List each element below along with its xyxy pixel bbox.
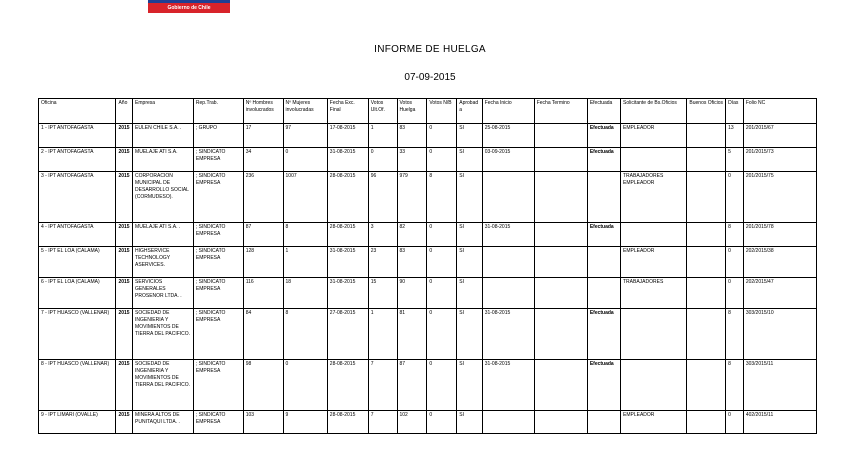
table-cell: ; SINDICATO EMPRESA	[193, 309, 243, 360]
col-votos-ult-of: Votos Ult.Of.	[368, 99, 397, 124]
table-cell: ; SINDICATO EMPRESA	[193, 360, 243, 411]
table-cell: ; SINDICATO EMPRESA	[193, 223, 243, 247]
table-cell	[534, 247, 587, 278]
table-cell: ; SINDICATO EMPRESA	[193, 278, 243, 309]
table-cell: Efectuada	[587, 223, 620, 247]
table-cell: 0	[427, 223, 457, 247]
table-cell: 3 - IPT ANTOFAGASTA	[39, 172, 116, 223]
table-row	[39, 360, 817, 411]
table-cell: 9	[283, 411, 327, 434]
table-cell: SI	[457, 247, 482, 278]
table-cell	[587, 247, 620, 278]
table-cell: 0	[726, 411, 744, 434]
table-cell: 8	[283, 223, 327, 247]
table-cell: 979	[397, 172, 427, 223]
table-cell	[687, 278, 726, 309]
table-cell: Efectuada	[587, 309, 620, 360]
table-cell	[687, 411, 726, 434]
table-cell: 2015	[116, 247, 133, 278]
table-cell: Efectuada	[587, 148, 620, 172]
table-cell: 1	[368, 124, 397, 148]
col-rep-trab: Rep.Trab.	[193, 99, 243, 124]
table-cell: 2015	[116, 309, 133, 360]
table-cell: 8	[427, 172, 457, 223]
table-cell: ; SINDICATO EMPRESA	[193, 172, 243, 223]
table-cell: 34	[243, 148, 283, 172]
table-cell: 2015	[116, 148, 133, 172]
table-cell: 82	[397, 223, 427, 247]
table-cell: 236	[243, 172, 283, 223]
table-cell	[587, 411, 620, 434]
table-cell: 201/2015/67	[743, 124, 816, 148]
table-cell: 2015	[116, 278, 133, 309]
table-cell	[621, 148, 687, 172]
table-cell: 0	[283, 148, 327, 172]
table-cell: SERVICIOS GENERALES PROSENOR LTDA. .	[133, 278, 194, 309]
table-cell	[534, 124, 587, 148]
table-cell: 8	[726, 360, 744, 411]
table-cell: 13	[726, 124, 744, 148]
table-cell: 23	[368, 247, 397, 278]
table-cell: 98	[243, 360, 283, 411]
table-cell: CORPORACION MUNICIPAL DE DESARROLLO SOCIAL (CORMUDESO).	[133, 172, 194, 223]
col-efectuada: Efectuada	[587, 99, 620, 124]
table-cell	[534, 411, 587, 434]
table-cell: 33	[397, 148, 427, 172]
table-cell: 2015	[116, 411, 133, 434]
table-cell: 402/2015/11	[743, 411, 816, 434]
table-cell: 2015	[116, 223, 133, 247]
report-title: INFORME DE HUELGA	[374, 44, 486, 55]
col-fecha-termino: Fecha Termino	[534, 99, 587, 124]
table-cell: 9 - IPT LIMARI (OVALLE)	[39, 411, 116, 434]
table-cell: 17-08-2015	[327, 124, 368, 148]
col-votos-huelga: Votos Huelga	[397, 99, 427, 124]
table-cell	[687, 148, 726, 172]
table-cell: 3	[368, 223, 397, 247]
table-cell	[687, 223, 726, 247]
col-votos-nb: Votos N/B	[427, 99, 457, 124]
table-cell: 202/2015/38	[743, 247, 816, 278]
table-cell: 84	[243, 309, 283, 360]
table-cell: EMPLEADOR	[621, 124, 687, 148]
table-cell: 0	[427, 411, 457, 434]
table-cell: 8	[726, 223, 744, 247]
table-cell: 31-08-2015	[482, 223, 534, 247]
table-cell: 17	[243, 124, 283, 148]
table-cell: 303/2015/11	[743, 360, 816, 411]
table-cell: 0	[368, 148, 397, 172]
table-cell: 303/2015/10	[743, 309, 816, 360]
table-cell: 0	[283, 360, 327, 411]
table-cell: 87	[243, 223, 283, 247]
table-cell: 1	[368, 309, 397, 360]
table-cell: 6 - IPT EL LOA (CALAMA)	[39, 278, 116, 309]
col-fecha-exc-final: Fecha Exc. Final	[327, 99, 368, 124]
table-cell	[687, 124, 726, 148]
table-cell: 201/2015/78	[743, 223, 816, 247]
table-cell	[621, 360, 687, 411]
table-cell: 7 - IPT HUASCO (VALLENAR)	[39, 309, 116, 360]
table-row	[39, 247, 817, 278]
table-cell: SI	[457, 278, 482, 309]
table-cell: Efectuada	[587, 360, 620, 411]
table-cell: 1	[283, 247, 327, 278]
table-cell: EMPLEADOR	[621, 247, 687, 278]
table-cell: 87	[397, 360, 427, 411]
table-cell: Efectuada	[587, 124, 620, 148]
table-cell: SI	[457, 124, 482, 148]
table-cell: 2 - IPT ANTOFAGASTA	[39, 148, 116, 172]
table-cell	[482, 172, 534, 223]
table-cell: 31-08-2015	[327, 148, 368, 172]
table-cell	[687, 247, 726, 278]
table-cell: 18	[283, 278, 327, 309]
col-buenos-oficios: Buenos Oficios	[687, 99, 726, 124]
table-cell: 31-08-2015	[482, 309, 534, 360]
table-cell	[687, 172, 726, 223]
table-cell: 90	[397, 278, 427, 309]
table-cell: 1 - IPT ANTOFAGASTA	[39, 124, 116, 148]
table-cell	[482, 247, 534, 278]
table-cell: 2015	[116, 172, 133, 223]
table-cell: 25-08-2015	[482, 124, 534, 148]
col-hombres: Nº Hombres involucrados	[243, 99, 283, 124]
table-cell	[621, 309, 687, 360]
table-cell: ; SINDICATO EMPRESA	[193, 411, 243, 434]
table-cell: 1007	[283, 172, 327, 223]
table-cell	[687, 309, 726, 360]
table-cell: MUELAJE ATI S.A. .	[133, 223, 194, 247]
table-cell: SI	[457, 223, 482, 247]
table-cell: HIGHSERVICE TECHNOLOGY ASERVICES.	[133, 247, 194, 278]
table-row	[39, 148, 817, 172]
table-cell: 81	[397, 309, 427, 360]
table-cell: TRABAJADORES EMPLEADOR	[621, 172, 687, 223]
table-cell: 4 - IPT ANTOFAGASTA	[39, 223, 116, 247]
table-cell	[587, 278, 620, 309]
table-cell: 8	[283, 309, 327, 360]
table-cell: 7	[368, 360, 397, 411]
table-cell: 03-09-2015	[482, 148, 534, 172]
table-cell: ; SINDICATO EMPRESA	[193, 247, 243, 278]
table-cell: 103	[243, 411, 283, 434]
table-cell: 0	[726, 278, 744, 309]
table-cell: 0	[427, 360, 457, 411]
table-cell: 28-08-2015	[327, 411, 368, 434]
table-row	[39, 172, 817, 223]
table-row	[39, 411, 817, 434]
table-cell: SOCIEDAD DE INGENIERIA Y MOVIMIENTOS DE TIERRA DEL PACIFICO.	[133, 309, 194, 360]
table-cell	[534, 223, 587, 247]
col-aprobada: Aprobada	[457, 99, 482, 124]
table-cell: EULEN CHILE S.A. .	[133, 124, 194, 148]
table-cell: ; SINDICATO EMPRESA	[193, 148, 243, 172]
table-cell: MINERA ALTOS DE PUNITAQUI LTDA. .	[133, 411, 194, 434]
table-cell: 8 - IPT HUASCO (VALLENAR)	[39, 360, 116, 411]
table-cell: SI	[457, 360, 482, 411]
table-cell: 5 - IPT EL LOA (CALAMA)	[39, 247, 116, 278]
table-cell: 83	[397, 247, 427, 278]
table-cell: 128	[243, 247, 283, 278]
strike-report-table	[38, 98, 817, 434]
table-cell	[534, 148, 587, 172]
table-cell: 31-08-2015	[327, 278, 368, 309]
table-cell: 7	[368, 411, 397, 434]
table-cell: ; GRUPO	[193, 124, 243, 148]
table-cell: 202/2015/47	[743, 278, 816, 309]
col-mujeres: Nº Mujeres involucradas	[283, 99, 327, 124]
table-cell: 8	[726, 309, 744, 360]
table-cell	[534, 309, 587, 360]
table-row	[39, 309, 817, 360]
table-cell: 201/2015/75	[743, 172, 816, 223]
table-cell	[534, 278, 587, 309]
table-cell	[587, 172, 620, 223]
table-cell: 28-08-2015	[327, 172, 368, 223]
table-cell: SI	[457, 411, 482, 434]
table-cell: 2015	[116, 124, 133, 148]
table-cell: 0	[427, 278, 457, 309]
col-anio: Año	[116, 99, 133, 124]
table-cell	[534, 360, 587, 411]
table-row	[39, 124, 817, 148]
logo-text: Gobierno de Chile	[167, 5, 211, 11]
report-date: 07-09-2015	[404, 72, 456, 83]
government-logo	[148, 0, 230, 13]
table-cell: 0	[427, 124, 457, 148]
table-cell	[534, 172, 587, 223]
col-solicitante: Solicitante de Bs.Oficios	[621, 99, 687, 124]
col-fecha-inicio: Fecha Inicio	[482, 99, 534, 124]
table-cell	[482, 411, 534, 434]
table-cell: 0	[427, 247, 457, 278]
table-cell: SOCIEDAD DE INGENIERIA Y MOVIMIENTOS DE TIERRA DEL PACIFICO.	[133, 360, 194, 411]
table-cell: 201/2015/73	[743, 148, 816, 172]
table-cell: 27-08-2015	[327, 309, 368, 360]
table-cell: TRABAJADORES	[621, 278, 687, 309]
table-cell: 0	[427, 148, 457, 172]
col-dias: Días	[726, 99, 744, 124]
table-cell: 116	[243, 278, 283, 309]
col-oficina: Oficina	[39, 99, 116, 124]
table-cell: 102	[397, 411, 427, 434]
table-row	[39, 278, 817, 309]
table-cell: 15	[368, 278, 397, 309]
table-cell: 2015	[116, 360, 133, 411]
col-empresa: Empresa	[133, 99, 194, 124]
table-cell: 28-08-2015	[327, 360, 368, 411]
table-cell	[482, 278, 534, 309]
table-cell: 31-08-2015	[327, 247, 368, 278]
col-folio-nc: Folio NC	[743, 99, 816, 124]
table-cell: MUELAJE ATI S.A.	[133, 148, 194, 172]
page-header	[0, 0, 860, 14]
table-cell: 0	[427, 309, 457, 360]
table-cell: 5	[726, 148, 744, 172]
table-cell: SI	[457, 172, 482, 223]
table-cell	[687, 360, 726, 411]
table-cell: EMPLEADOR	[621, 411, 687, 434]
table-cell: SI	[457, 309, 482, 360]
table-header-row	[39, 99, 817, 124]
table-cell: 0	[726, 247, 744, 278]
table-cell: 96	[368, 172, 397, 223]
table-cell: 28-08-2015	[327, 223, 368, 247]
table-cell: 0	[726, 172, 744, 223]
table-row	[39, 223, 817, 247]
table-cell: SI	[457, 148, 482, 172]
table-cell	[621, 223, 687, 247]
table-cell: 31-08-2015	[482, 360, 534, 411]
table-cell: 83	[397, 124, 427, 148]
table-cell: 97	[283, 124, 327, 148]
